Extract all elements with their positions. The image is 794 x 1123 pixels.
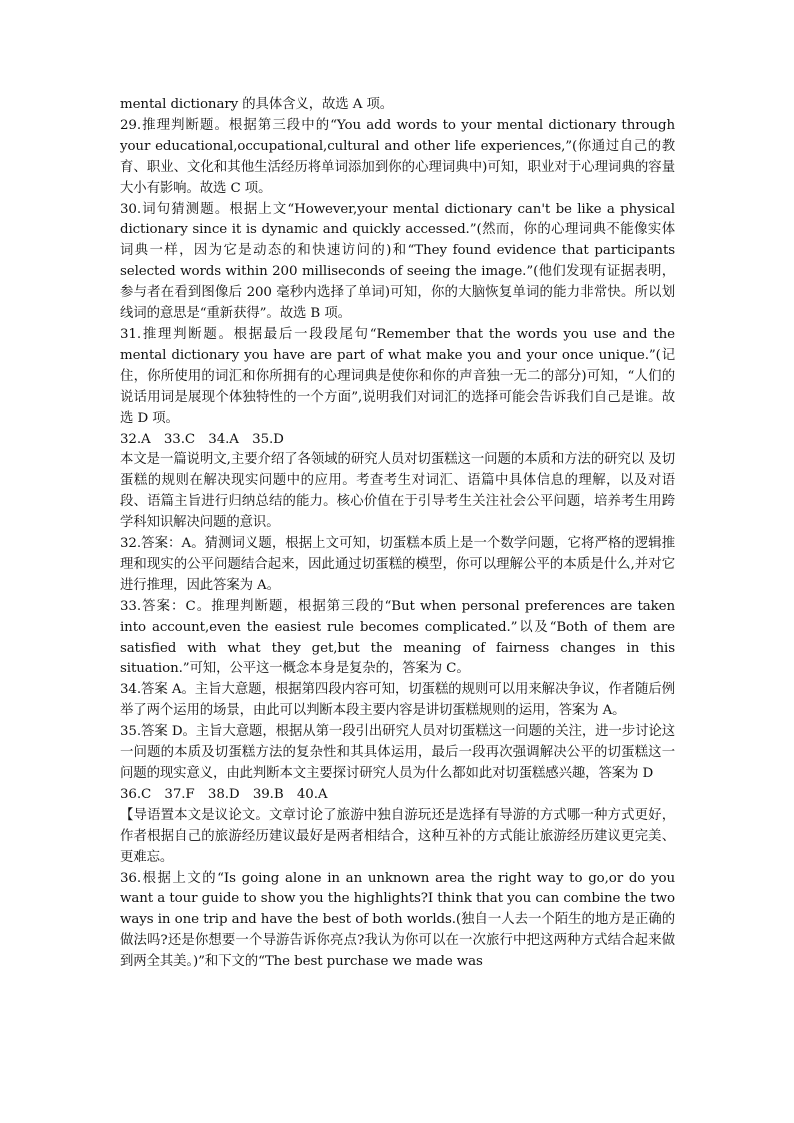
paragraph-q33: 33.答案：C。推理判断题，根据第三段的“But when personal preferences are taken into account,even the easiest rule becomes complicated.”以及“Both of them are satisfied with what they get,but the meaning of fairness changes in this situation.”可知，公平这一概念本身是复杂的，答案为 C。 xyxy=(120,598,675,677)
paragraph-q30: 30.词句猜测题。根据上文“However,your mental dictionary can't be like a physical dictionary since it is dynamic and quickly accessed.”(然而，你的心理词典不能像实体词典一样，因为它是动态的和快速访问的)和“They found evidence that participants selected words within 200 milliseconds of seeing the image.”(他们发现有证据表明，参与者在看到图像后 200 毫秒内选择了单词)可知，你的大脑恢复单词的能力非常快。所以划线词的意思是“重新获得”。故选 B 项。 xyxy=(120,201,675,322)
paragraph-intro-cake: 本文是一篇说明文,主要介绍了各领域的研究人员对切蛋糕这一问题的本质和方法的研究以 及切蛋糕的规则在解决现实问题中的应用。考查考生对词汇、语篇中具体信息的理解，以及对语段、语篇主旨进行归纳总结的能力。核心价值在于引导考生关注社会公平问题，培养考生用跨学科知识解决问题的意识。 xyxy=(120,452,675,531)
paragraph-continuation: mental dictionary 的具体含义，故选 A 项。 xyxy=(120,97,394,112)
paragraph-q29: 29.推理判断题。根据第三段中的“You add words to your mental dictionary through your educational,occupational,cultural and other life experiences,”(你通过自己的教育、职业、文化和其他生活经历将单词添加到你的心理词典中)可知，职业对于心理词典的容量大小有影响。故选 C 项。 xyxy=(120,117,675,196)
answer-key-32-35: 32.A 33.C 34.A 35.D xyxy=(120,431,284,447)
paragraph-q36: 36.根据上文的“Is going alone in an unknown area the right way to go,or do you want a tour guide to show you the highlights?I think that you can combine the two ways in one trip and have the best of both worlds.(独自一人去一个陌生的地方是正确的做法吗?还是你想要一个导游告诉你亮点?我认为你可以在一次旅行中把这两种方式结合起来做到两全其美。)”和下文的“The best purchase we made was xyxy=(120,870,675,970)
paragraph-q34: 34.答案 A。主旨大意题，根据第四段内容可知，切蛋糕的规则可以用来解决争议，作者随后例举了两个运用的场景，由此可以判断本段主要内容是讲切蛋糕规则的运用，答案为 A。 xyxy=(120,682,675,719)
paragraph-q32: 32.答案：A。猜测词义题，根据上文可知，切蛋糕本质上是一个数学问题，它将严格的逻辑推理和现实的公平问题结合起来，因此通过切蛋糕的模型，你可以理解公平的本质是什么,并对它进行推理，因此答案为 A。 xyxy=(120,536,675,593)
paragraph-q35: 35.答案 D。主旨大意题，根据从第一段引出研究人员对切蛋糕这一问题的关注，进一步讨论这一问题的本质及切蛋糕方法的复杂性和其具体运用，最后一段再次强调解决公平的切蛋糕这一问题的现实意义，由此判断本文主要探讨研究人员为什么都如此对切蛋糕感兴趣，答案为 D xyxy=(120,724,675,781)
answer-key-36-40: 36.C 37.F 38.D 39.B 40.A xyxy=(120,786,328,802)
paragraph-intro-travel: 【导语置本文是议论文。文章讨论了旅游中独自游玩还是选择有导游的方式哪一种方式更好，作者根据自己的旅游经历建议最好是两者相结合，这种互补的方式能让旅游经历建议更完美、更难忘。 xyxy=(120,807,675,865)
paragraph-q31: 31.推理判断题。根据最后一段段尾句“Remember that the words you use and the mental dictionary you have are part of what make you and your once unique.”(记住，你所使用的词汇和你所拥有的心理词典是使你和你的声音独一无二的部分)可知，“人们的说话用词是展现个体独特性的一个方面”,说明我们对词汇的选择可能会告诉我们自己是谁。故选 D 项。 xyxy=(120,326,675,426)
document-body xyxy=(120,95,675,973)
